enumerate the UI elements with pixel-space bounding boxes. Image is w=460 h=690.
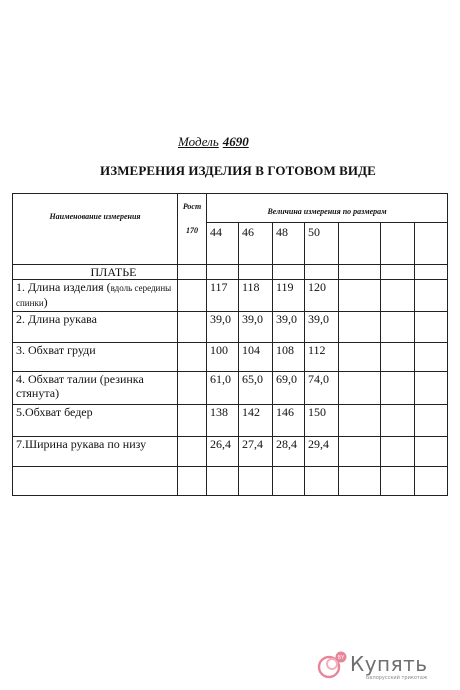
empty-cell (381, 312, 415, 343)
empty-cell (415, 312, 448, 343)
value-cell: 100 (207, 343, 239, 372)
size-50: 50 (305, 223, 339, 265)
empty-cell (415, 467, 448, 496)
table-row (13, 405, 448, 437)
height-label: Рост (182, 202, 202, 211)
empty-cell (239, 265, 273, 280)
empty-cell (178, 343, 207, 372)
value-cell: 117 (207, 280, 239, 312)
knot-logo-icon (316, 650, 348, 682)
height-value: 170 (186, 226, 198, 235)
value-cell: 108 (273, 343, 305, 372)
value-cell: 39,0 (273, 312, 305, 343)
empty-cell (273, 467, 305, 496)
section-label: ПЛАТЬЕ (13, 265, 178, 280)
empty-cell (415, 280, 448, 312)
value-cell: 119 (273, 280, 305, 312)
value-cell: 118 (239, 280, 273, 312)
empty-cell (339, 437, 381, 467)
row-name-note: вдоль середины спинки (16, 283, 172, 308)
empty-cell (339, 467, 381, 496)
header-row (13, 194, 448, 223)
empty-cell (415, 372, 448, 405)
value-cell: 69,0 (273, 372, 305, 405)
empty-cell (339, 265, 381, 280)
name-header-cell (13, 194, 178, 265)
empty-cell (339, 372, 381, 405)
row-name: 5.Обхват бедер (13, 405, 178, 437)
document-title: ИЗМЕРЕНИЯ ИЗДЕЛИЯ В ГОТОВОМ ВИДЕ (100, 163, 376, 178)
value-cell: 28,4 (273, 437, 305, 467)
empty-cell (415, 343, 448, 372)
row-name (13, 280, 178, 312)
empty-cell (339, 223, 381, 265)
model-word: Модель (178, 134, 219, 149)
value-cell: 112 (305, 343, 339, 372)
empty-cell (381, 223, 415, 265)
empty-cell (207, 265, 239, 280)
row-name-tail: ) (43, 295, 48, 309)
empty-cell (381, 265, 415, 280)
empty-cell (415, 223, 448, 265)
empty-cell (339, 343, 381, 372)
row-name: 3. Обхват груди (13, 343, 178, 372)
empty-cell (178, 405, 207, 437)
value-cell: 27,4 (239, 437, 273, 467)
value-cell: 138 (207, 405, 239, 437)
empty-cell (178, 312, 207, 343)
empty-cell (381, 280, 415, 312)
value-cell: 65,0 (239, 372, 273, 405)
value-cell: 39,0 (305, 312, 339, 343)
measurement-table (12, 193, 448, 496)
size-48: 48 (273, 223, 305, 265)
empty-cell (178, 280, 207, 312)
value-cell: 120 (305, 280, 339, 312)
empty-cell (339, 405, 381, 437)
table-row (13, 312, 448, 343)
table-row-empty (13, 467, 448, 496)
model-label (178, 134, 249, 150)
value-cell: 29,4 (305, 437, 339, 467)
row-name: 4. Обхват талии (резинка стянута) (13, 372, 178, 405)
watermark-logo (316, 650, 454, 684)
empty-cell (415, 265, 448, 280)
empty-cell (339, 280, 381, 312)
value-cell: 146 (273, 405, 305, 437)
table-row (13, 280, 448, 312)
value-cell: 39,0 (207, 312, 239, 343)
empty-cell (305, 467, 339, 496)
value-cell: 74,0 (305, 372, 339, 405)
row-name-text: 1. Длина изделия ( (16, 280, 111, 294)
size-46: 46 (239, 223, 273, 265)
empty-cell (381, 467, 415, 496)
empty-cell (273, 265, 305, 280)
table-row (13, 372, 448, 405)
empty-cell (207, 467, 239, 496)
size-44: 44 (207, 223, 239, 265)
value-cell: 26,4 (207, 437, 239, 467)
value-cell: 150 (305, 405, 339, 437)
empty-cell (178, 265, 207, 280)
empty-cell (178, 467, 207, 496)
empty-cell (381, 343, 415, 372)
name-header: Наименование измерения (49, 212, 141, 221)
empty-cell (178, 372, 207, 405)
height-cell (178, 194, 207, 265)
row-name: 7.Ширина рукава по низу (13, 437, 178, 467)
empty-cell (305, 265, 339, 280)
empty-cell (415, 437, 448, 467)
value-cell: 142 (239, 405, 273, 437)
badge-text: BY (337, 655, 345, 661)
table-row (13, 437, 448, 467)
value-cell: 61,0 (207, 372, 239, 405)
table-row (13, 343, 448, 372)
size-header-cell (207, 194, 448, 223)
empty-cell (381, 437, 415, 467)
empty-cell (339, 312, 381, 343)
empty-cell (415, 405, 448, 437)
value-cell: 39,0 (239, 312, 273, 343)
brand-tagline: Белорусский трикотаж (366, 675, 428, 681)
size-header: Величина измерения по размерам (267, 207, 387, 216)
model-number: 4690 (222, 134, 249, 149)
value-cell: 104 (239, 343, 273, 372)
empty-cell (178, 437, 207, 467)
empty-cell (13, 467, 178, 496)
section-row (13, 265, 448, 280)
brand-name: Купять (350, 652, 428, 676)
empty-cell (239, 467, 273, 496)
empty-cell (381, 405, 415, 437)
empty-cell (381, 372, 415, 405)
row-name: 2. Длина рукава (13, 312, 178, 343)
